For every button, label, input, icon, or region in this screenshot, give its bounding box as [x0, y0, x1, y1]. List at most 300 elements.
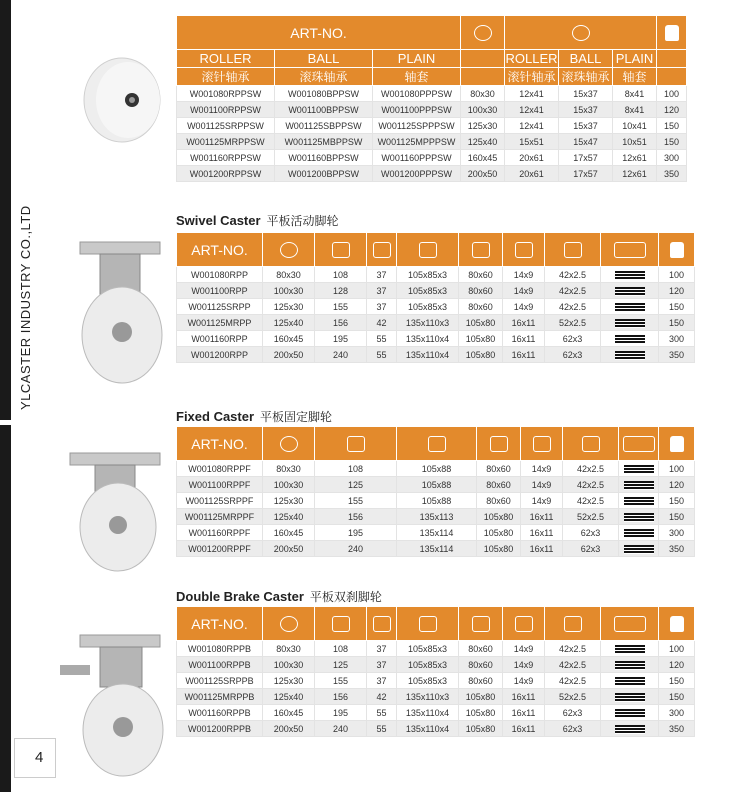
table-cell: 240	[315, 347, 367, 363]
table-cell: 16x11	[503, 705, 545, 721]
table-cell: 300	[657, 150, 687, 166]
table-cell: 105x80	[477, 509, 521, 525]
table-cell: 150	[657, 134, 687, 150]
table-row	[177, 86, 687, 102]
table-cell: 100x30	[263, 657, 315, 673]
table-cell: 42x2.5	[545, 283, 601, 299]
table-row	[177, 525, 695, 541]
table-cell: W001125SRPP	[177, 299, 263, 315]
table-cell: 105x85x3	[397, 283, 459, 299]
table-cell: 195	[315, 331, 367, 347]
table-cell: 100x30	[263, 283, 315, 299]
table-cell: 37	[367, 267, 397, 283]
bearing-cn-row	[177, 68, 687, 86]
table-cell: 80x30	[263, 641, 315, 657]
table-cell: 300	[659, 331, 695, 347]
table-cell: W001080PPPSW	[373, 86, 461, 102]
table-cell: 300	[659, 525, 695, 541]
table-cell: 14x9	[521, 493, 563, 509]
table-cell: 135x114	[397, 525, 477, 541]
table-cell: 62x3	[545, 721, 601, 737]
fixed-title: Fixed Caster 平板固定脚轮	[176, 409, 333, 424]
table-row	[177, 299, 695, 315]
package-stripe	[601, 705, 659, 721]
table-row	[177, 509, 695, 525]
table-cell: W001100RPPSW	[177, 102, 275, 118]
package-stripe	[601, 673, 659, 689]
package-stripe	[601, 347, 659, 363]
table-cell: 160x45	[263, 705, 315, 721]
table-cell: 125x40	[461, 134, 505, 150]
table-cell: W001200RPP	[177, 347, 263, 363]
table-cell: W001080RPPF	[177, 461, 263, 477]
table-cell: 80x60	[477, 477, 521, 493]
table-cell: 128	[315, 283, 367, 299]
table-cell: 8x41	[613, 86, 657, 102]
hole-size-icon	[503, 607, 545, 641]
package-stripe	[619, 525, 659, 541]
hole-spacing-icon	[477, 427, 521, 461]
table-row	[177, 118, 687, 134]
wheel-size-icon	[263, 233, 315, 267]
table-cell: 135x110x3	[397, 315, 459, 331]
plate-size-icon	[397, 607, 459, 641]
package-icon	[601, 607, 659, 641]
table-cell: 100x30	[263, 477, 315, 493]
page-number: 4	[14, 738, 56, 778]
table-cell: 150	[659, 689, 695, 705]
package-stripe	[601, 721, 659, 737]
spacer	[657, 50, 687, 68]
weight-icon	[659, 427, 695, 461]
package-stripe	[601, 299, 659, 315]
package-stripe	[601, 657, 659, 673]
table-cell: 160x45	[263, 331, 315, 347]
table-cell: 42x2.5	[563, 493, 619, 509]
table-cell: 16x11	[521, 525, 563, 541]
table-cell: 15x47	[559, 134, 613, 150]
group-cn: 轴套	[373, 68, 461, 86]
table-cell: 80x60	[459, 299, 503, 315]
hole-spacing-icon	[459, 607, 503, 641]
table-cell: 135x110x3	[397, 689, 459, 705]
table-cell: W001125MRPPSW	[177, 134, 275, 150]
table-cell: 80x30	[461, 86, 505, 102]
package-stripe	[601, 641, 659, 657]
table-cell: 42x2.5	[545, 673, 601, 689]
table-cell: W001080RPPB	[177, 641, 263, 657]
vertical-brand	[18, 180, 44, 410]
table-cell: 200x50	[263, 347, 315, 363]
table-cell: 17x57	[559, 166, 613, 182]
group-ball-2: BALL	[559, 50, 613, 68]
bracket-icon	[545, 233, 601, 267]
table-cell: 100	[659, 641, 695, 657]
table-row	[177, 461, 695, 477]
table-cell: 52x2.5	[545, 315, 601, 331]
group-plain: PLAIN	[373, 50, 461, 68]
table-cell: 16x11	[503, 721, 545, 737]
table-cell: 80x60	[477, 493, 521, 509]
table-cell: W001125MRPP	[177, 315, 263, 331]
table-cell: 16x11	[503, 331, 545, 347]
table-cell: 8x41	[613, 102, 657, 118]
table-cell: 150	[659, 673, 695, 689]
table-cell: 350	[657, 166, 687, 182]
table-cell: 14x9	[521, 461, 563, 477]
table-cell: 42	[367, 315, 397, 331]
table-cell: 195	[315, 525, 397, 541]
table-cell: W001100RPPF	[177, 477, 263, 493]
offset-icon	[367, 607, 397, 641]
table-cell: 42x2.5	[545, 657, 601, 673]
table-cell: 80x60	[459, 267, 503, 283]
plate-size-icon	[397, 233, 459, 267]
table-row	[177, 267, 695, 283]
weight-icon	[659, 607, 695, 641]
table-cell: 62x3	[545, 331, 601, 347]
offset-icon	[367, 233, 397, 267]
sidebar-bar-bottom	[0, 425, 11, 792]
table-cell: 125x40	[263, 689, 315, 705]
table-cell: 42	[367, 689, 397, 705]
table-cell: 105x88	[397, 493, 477, 509]
table-cell: 20x61	[505, 150, 559, 166]
table-cell: W001200RPPSW	[177, 166, 275, 182]
table-cell: 155	[315, 299, 367, 315]
table-cell: 37	[367, 673, 397, 689]
table-cell: 42x2.5	[545, 267, 601, 283]
table-cell: W001125SPPPSW	[373, 118, 461, 134]
bracket-icon	[545, 607, 601, 641]
table-cell: 156	[315, 315, 367, 331]
table-cell: 135x113	[397, 509, 477, 525]
table-cell: 105x88	[397, 477, 477, 493]
group-cn: 滚针轴承	[505, 68, 559, 86]
bearing-row	[177, 50, 687, 68]
table-cell: 100x30	[461, 102, 505, 118]
table-cell: 42x2.5	[545, 299, 601, 315]
table-cell: W001160RPP	[177, 331, 263, 347]
table-cell: 17x57	[559, 150, 613, 166]
table-cell: 350	[659, 721, 695, 737]
table-cell: 37	[367, 283, 397, 299]
table-cell: 105x85x3	[397, 299, 459, 315]
table-cell: 42x2.5	[563, 477, 619, 493]
swivel-title: Swivel Caster 平板活动脚轮	[176, 213, 339, 228]
swivel-caster-image	[60, 240, 170, 390]
table-cell: W001125SRPPB	[177, 673, 263, 689]
group-cn: 滚珠轴承	[275, 68, 373, 86]
table-cell: 52x2.5	[545, 689, 601, 705]
package-stripe	[601, 331, 659, 347]
table-cell: 150	[657, 118, 687, 134]
table-cell: 125x30	[263, 493, 315, 509]
package-stripe	[601, 267, 659, 283]
table-row	[177, 134, 687, 150]
table-cell: 350	[659, 541, 695, 557]
table-cell: W001160BPPSW	[275, 150, 373, 166]
table-cell: 125x30	[461, 118, 505, 134]
spacer	[461, 68, 505, 86]
table-cell: 350	[659, 347, 695, 363]
table-cell: 15x51	[505, 134, 559, 150]
double-brake-caster-image	[55, 625, 175, 780]
table-cell: W001200PPPSW	[373, 166, 461, 182]
table-cell: 105x80	[459, 705, 503, 721]
table-row	[177, 705, 695, 721]
swivel-spec-table	[176, 232, 695, 363]
table-cell: 200x50	[263, 541, 315, 557]
table-cell: 105x80	[459, 331, 503, 347]
hole-size-icon	[503, 233, 545, 267]
table-cell: 135x110x4	[397, 721, 459, 737]
table-cell: 240	[315, 541, 397, 557]
table-cell: 120	[659, 477, 695, 493]
table-cell: 62x3	[563, 541, 619, 557]
group-cn: 轴套	[613, 68, 657, 86]
group-roller: ROLLER	[177, 50, 275, 68]
table-cell: 16x11	[521, 509, 563, 525]
table-cell: 105x80	[477, 525, 521, 541]
table-cell: 160x45	[461, 150, 505, 166]
table-cell: 16x11	[521, 541, 563, 557]
table-row	[177, 477, 695, 493]
table-cell: 15x37	[559, 86, 613, 102]
table-cell: 80x30	[263, 267, 315, 283]
table-cell: 62x3	[563, 525, 619, 541]
table-cell: 15x37	[559, 102, 613, 118]
table-cell: 135x110x4	[397, 331, 459, 347]
package-stripe	[601, 315, 659, 331]
table-row	[177, 689, 695, 705]
table-cell: 150	[659, 315, 695, 331]
table-cell: 37	[367, 641, 397, 657]
fixed-caster-image	[60, 445, 170, 575]
table-row	[177, 673, 695, 689]
table-cell: 16x11	[503, 689, 545, 705]
table-cell: W001080BPPSW	[275, 86, 373, 102]
table-cell: 16x11	[503, 347, 545, 363]
table-row	[177, 641, 695, 657]
weight-icon	[657, 16, 687, 50]
table-cell: 150	[659, 493, 695, 509]
package-stripe	[619, 477, 659, 493]
table-cell: 10x41	[613, 118, 657, 134]
table-cell: W001200BPPSW	[275, 166, 373, 182]
group-plain-2: PLAIN	[613, 50, 657, 68]
height-icon	[315, 607, 367, 641]
table-cell: 37	[367, 657, 397, 673]
table-cell: 14x9	[503, 267, 545, 283]
table-cell: 105x85x3	[397, 657, 459, 673]
art-no-header: ART-NO.	[177, 16, 461, 50]
package-stripe	[619, 541, 659, 557]
table-cell: 14x9	[503, 657, 545, 673]
package-stripe	[619, 461, 659, 477]
table-cell: 105x80	[459, 347, 503, 363]
table-cell: 105x88	[397, 461, 477, 477]
table-row	[177, 331, 695, 347]
table-cell: W001125SRPPSW	[177, 118, 275, 134]
table-cell: 156	[315, 689, 367, 705]
table-cell: 155	[315, 673, 367, 689]
table-cell: 240	[315, 721, 367, 737]
table-cell: W001200RPPF	[177, 541, 263, 557]
table-cell: W001100PPPSW	[373, 102, 461, 118]
plate-size-icon	[397, 427, 477, 461]
hole-spacing-icon	[459, 233, 503, 267]
table-cell: 125	[315, 477, 397, 493]
table-cell: 156	[315, 509, 397, 525]
table-cell: 105x80	[459, 315, 503, 331]
table-cell: 100	[659, 267, 695, 283]
table-cell: 160x45	[263, 525, 315, 541]
table-cell: W001080RPP	[177, 267, 263, 283]
table-cell: W001160RPPSW	[177, 150, 275, 166]
table-cell: 14x9	[503, 299, 545, 315]
table-cell: 150	[659, 509, 695, 525]
art-no-header: ART-NO.	[177, 233, 263, 267]
table-cell: W001160RPPF	[177, 525, 263, 541]
table-cell: 14x9	[503, 283, 545, 299]
table-cell: 195	[315, 705, 367, 721]
table-row	[177, 541, 695, 557]
table-cell: 100	[659, 461, 695, 477]
table-cell: 125x40	[263, 509, 315, 525]
bore-icon	[505, 16, 657, 50]
table-cell: 108	[315, 641, 367, 657]
table-cell: 12x61	[613, 166, 657, 182]
table-cell: 12x41	[505, 102, 559, 118]
table-cell: 37	[367, 299, 397, 315]
table-cell: 150	[659, 299, 695, 315]
table-row	[177, 493, 695, 509]
table-cell: 20x61	[505, 166, 559, 182]
weight-icon	[659, 233, 695, 267]
package-stripe	[601, 283, 659, 299]
wheel-size-icon	[263, 427, 315, 461]
top-spec-table	[176, 15, 687, 182]
table-cell: 16x11	[503, 315, 545, 331]
group-roller-2: ROLLER	[505, 51, 558, 66]
table-row	[177, 347, 695, 363]
table-cell: 52x2.5	[563, 509, 619, 525]
table-cell: 12x61	[613, 150, 657, 166]
table-cell: 62x3	[545, 705, 601, 721]
table-cell: W001125MPPPSW	[373, 134, 461, 150]
table-cell: 108	[315, 267, 367, 283]
table-cell: 14x9	[521, 477, 563, 493]
table-cell: 120	[659, 657, 695, 673]
table-cell: 125x30	[263, 673, 315, 689]
art-no-header: ART-NO.	[177, 427, 263, 461]
table-cell: 12x41	[505, 118, 559, 134]
table-cell: W001100RPPB	[177, 657, 263, 673]
table-cell: W001200RPPB	[177, 721, 263, 737]
table-cell: 135x110x4	[397, 347, 459, 363]
sidebar-bar-top	[0, 0, 11, 420]
height-icon	[315, 233, 367, 267]
table-cell: 80x30	[263, 461, 315, 477]
table-row	[177, 283, 695, 299]
table-cell: W001160PPPSW	[373, 150, 461, 166]
package-stripe	[601, 689, 659, 705]
table-cell: 15x37	[559, 118, 613, 134]
brake-spec-table	[176, 606, 695, 737]
table-cell: 55	[367, 705, 397, 721]
table-cell: 108	[315, 461, 397, 477]
table-cell: 42x2.5	[545, 641, 601, 657]
table-cell: 135x114	[397, 541, 477, 557]
table-cell: W001080RPPSW	[177, 86, 275, 102]
table-cell: 155	[315, 493, 397, 509]
table-cell: 80x60	[459, 673, 503, 689]
table-cell: 125x30	[263, 299, 315, 315]
table-cell: W001100BPPSW	[275, 102, 373, 118]
table-cell: W001125SRPPF	[177, 493, 263, 509]
table-cell: 125	[315, 657, 367, 673]
table-row	[177, 102, 687, 118]
table-cell: 120	[657, 102, 687, 118]
table-cell: 10x51	[613, 134, 657, 150]
bracket-icon	[563, 427, 619, 461]
table-cell: 62x3	[545, 347, 601, 363]
table-cell: W001125MRPPF	[177, 509, 263, 525]
table-row	[177, 150, 687, 166]
table-cell: W001100RPP	[177, 283, 263, 299]
table-cell: 55	[367, 721, 397, 737]
group-ball: BALL	[275, 50, 373, 68]
table-cell: 125x40	[263, 315, 315, 331]
table-cell: 80x60	[477, 461, 521, 477]
table-cell: 80x60	[459, 283, 503, 299]
package-stripe	[619, 493, 659, 509]
height-icon	[315, 427, 397, 461]
fixed-spec-table	[176, 426, 695, 557]
table-row	[177, 315, 695, 331]
table-cell: 100	[657, 86, 687, 102]
table-cell: W001125MRPPB	[177, 689, 263, 705]
table-cell: 105x80	[459, 721, 503, 737]
table-cell: 80x60	[459, 657, 503, 673]
table-cell: 105x85x3	[397, 673, 459, 689]
hole-size-icon	[521, 427, 563, 461]
wheel-size-icon	[461, 16, 505, 50]
package-icon	[601, 233, 659, 267]
brake-title: Double Brake Caster 平板双刹脚轮	[176, 589, 382, 604]
table-cell: 105x80	[477, 541, 521, 557]
brand-text: YLCASTER INDUSTRY CO.,LTD	[18, 205, 33, 410]
art-no-header: ART-NO.	[177, 607, 263, 641]
table-row	[177, 657, 695, 673]
table-cell: 105x85x3	[397, 641, 459, 657]
table-cell: 55	[367, 347, 397, 363]
table-cell: 105x85x3	[397, 267, 459, 283]
table-cell: W001125SBPPSW	[275, 118, 373, 134]
table-row	[177, 721, 695, 737]
table-cell: 55	[367, 331, 397, 347]
wheel-size-icon	[263, 607, 315, 641]
package-stripe	[619, 509, 659, 525]
wheel-image	[72, 50, 172, 150]
table-cell: 14x9	[503, 673, 545, 689]
table-cell: 42x2.5	[563, 461, 619, 477]
table-cell: 300	[659, 705, 695, 721]
group-cn: 滚珠轴承	[559, 68, 613, 86]
spacer	[461, 50, 505, 68]
table-cell: 12x41	[505, 86, 559, 102]
